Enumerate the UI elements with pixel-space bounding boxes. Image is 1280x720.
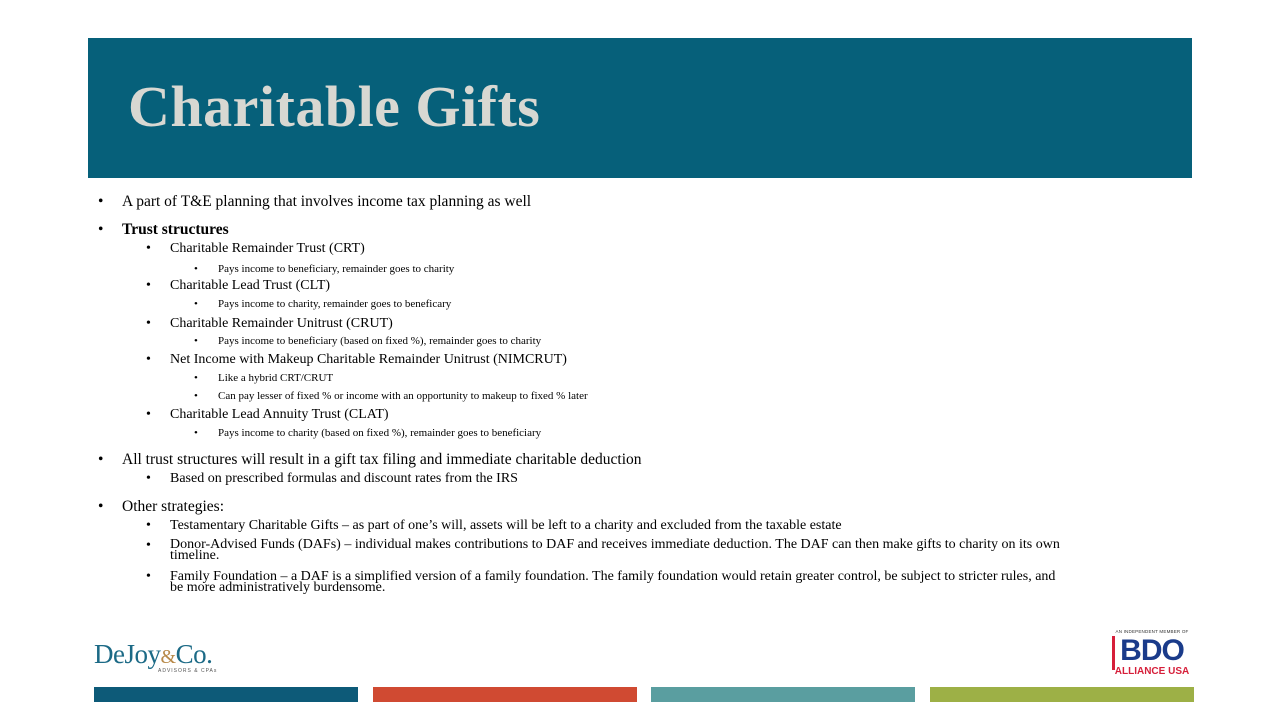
bullet-icon: •	[146, 518, 151, 533]
crut-item: Charitable Remainder Unitrust (CRUT)	[170, 316, 393, 331]
bullet-icon: •	[146, 407, 151, 422]
nimcrut-item: Net Income with Makeup Charitable Remainder Unitrust (NIMCRUT)	[170, 352, 567, 367]
family-foundation-item: Family Foundation – a DAF is a simplified version of a family foundation. The family foundation would retain greater control, be subject to stricter rules, and be more administratively burdensome.	[170, 569, 1056, 595]
footer-stripe-green	[930, 687, 1194, 702]
dejoy-wordmark: DeJoy&Co.	[94, 639, 213, 669]
dejoy-tagline: ADVISORS & CPAs	[158, 668, 218, 674]
bullet-icon: •	[194, 335, 198, 347]
other-strategies-heading: Other strategies:	[122, 498, 225, 515]
nimcrut-detail-2: Can pay lesser of fixed % or income with an opportunity to makeup to fixed % later	[218, 390, 588, 402]
bdo-alliance-logo	[1110, 629, 1194, 685]
bullet-icon: •	[194, 390, 198, 402]
all-trusts-detail: Based on prescribed formulas and discount rates from the IRS	[170, 471, 518, 486]
bullet-icon: •	[146, 569, 151, 584]
bullet-icon: •	[194, 298, 198, 310]
bullet-icon: •	[98, 193, 104, 210]
clat-detail: Pays income to charity (based on fixed %), remainder goes to beneficiary	[218, 427, 542, 439]
bullet-icon: •	[98, 498, 104, 515]
footer-stripe-teal	[651, 687, 915, 702]
crt-detail: Pays income to beneficiary, remainder goes to charity	[218, 263, 455, 275]
intro-text: A part of T&E planning that involves income tax planning as well	[122, 193, 532, 210]
nimcrut-detail-1: Like a hybrid CRT/CRUT	[218, 372, 334, 384]
bullet-icon: •	[194, 427, 198, 439]
trust-structures-heading: Trust structures	[122, 221, 229, 238]
footer-stripe-blue	[94, 687, 358, 702]
bdo-member-text: AN INDEPENDENT MEMBER OF	[1115, 629, 1189, 634]
bullet-icon: •	[146, 538, 151, 553]
clt-item: Charitable Lead Trust (CLT)	[170, 278, 331, 293]
testamentary-item: Testamentary Charitable Gifts – as part of one’s will, assets will be left to a charity and excluded from the taxable estate	[170, 518, 842, 533]
bullet-icon: •	[98, 451, 104, 468]
bullet-icon: •	[194, 263, 198, 275]
bullet-icon: •	[194, 372, 198, 384]
daf-item: Donor-Advised Funds (DAFs) – individual makes contributions to DAF and receives immediate deduction. The DAF can then make gifts to charity on its own timeline.	[170, 537, 1060, 563]
bdo-alliance-text: ALLIANCE USA	[1114, 666, 1190, 677]
dejoy-logo	[94, 638, 244, 678]
bullet-icon: •	[98, 221, 104, 238]
crt-item: Charitable Remainder Trust (CRT)	[170, 241, 365, 256]
footer-stripe-red	[373, 687, 637, 702]
bullet-icon: •	[146, 471, 151, 486]
bullet-icon: •	[146, 278, 151, 293]
bullet-icon: •	[146, 241, 151, 256]
slide-title: Charitable Gifts	[128, 74, 541, 139]
bullet-icon: •	[146, 316, 151, 331]
bdo-mark: BDO	[1120, 634, 1184, 667]
clt-detail: Pays income to charity, remainder goes to beneficary	[218, 298, 452, 310]
bullet-icon: •	[146, 352, 151, 367]
clat-item: Charitable Lead Annuity Trust (CLAT)	[170, 407, 389, 422]
crut-detail: Pays income to beneficiary (based on fixed %), remainder goes to charity	[218, 335, 542, 347]
all-trusts-text: All trust structures will result in a gift tax filing and immediate charitable deduction	[122, 451, 642, 468]
bdo-rule	[1112, 636, 1115, 670]
